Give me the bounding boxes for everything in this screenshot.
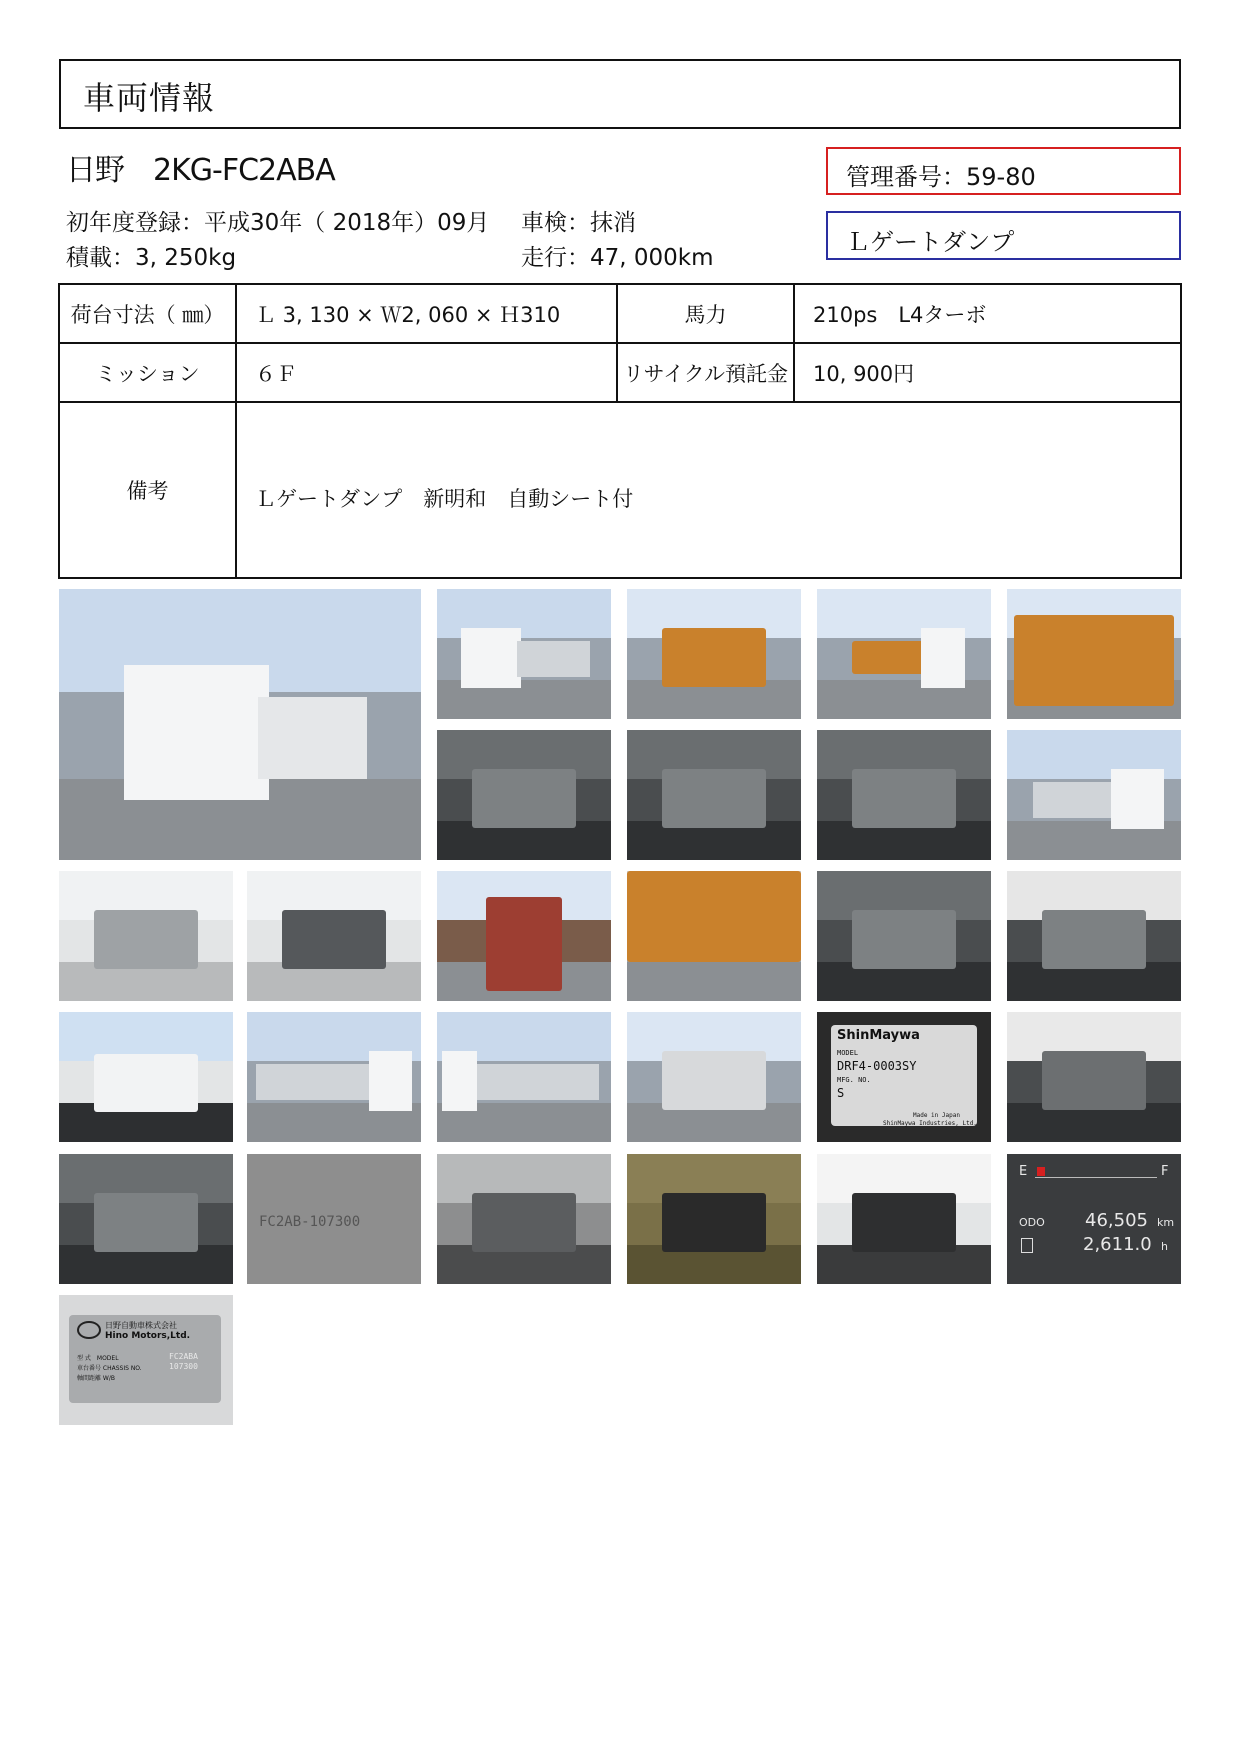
vehicle-photo[interactable] — [437, 589, 611, 719]
spec-table — [58, 283, 1182, 579]
plate-model-label: MODEL — [837, 1049, 859, 1057]
vehicle-photo[interactable] — [247, 1012, 421, 1142]
page-title: 車両情報 — [83, 79, 216, 117]
vehicle-photo[interactable] — [1007, 589, 1181, 719]
bed-size-value: Ｌ 3, 130 × Ｗ2, 060 × Ｈ310 — [236, 284, 617, 343]
body-type: Ｌゲートダンプ — [846, 228, 1015, 256]
vehicle-photo[interactable] — [437, 1154, 611, 1284]
chassis-text: FC2AB-107300 — [259, 1214, 361, 1230]
management-number-box — [826, 147, 1181, 195]
vehicle-photo[interactable] — [627, 730, 801, 860]
plate-company: ShinMaywa Industries, Ltd. — [883, 1120, 977, 1127]
vehicle-photo[interactable] — [247, 871, 421, 1001]
recycle-fee-value: 10, 900円 — [794, 343, 1181, 402]
spec-row — [59, 402, 1181, 578]
spec-row — [59, 284, 1181, 343]
vehicle-photo[interactable] — [59, 1012, 233, 1142]
notes-label: 備考 — [59, 402, 236, 578]
vehicle-photo[interactable] — [817, 871, 991, 1001]
mission-label: ミッション — [59, 343, 236, 402]
odo-value: 46,505 — [1085, 1210, 1148, 1231]
plate-mfg: S — [837, 1086, 845, 1100]
vehicle-photo[interactable] — [437, 1012, 611, 1142]
chassis-number-photo[interactable] — [247, 1154, 421, 1284]
vehicle-photo[interactable] — [1007, 730, 1181, 860]
mission-value: ６Ｆ — [236, 343, 617, 402]
first-registration: 初年度登録：平成30年（ 2018年）09月 — [66, 210, 490, 236]
vehicle-photo[interactable] — [627, 1154, 801, 1284]
odo-label: ODO — [1019, 1216, 1045, 1229]
horsepower-label: 馬力 — [617, 284, 794, 343]
plate-model: DRF4-0003SY — [837, 1059, 917, 1073]
vehicle-photo[interactable] — [817, 589, 991, 719]
hino-plate-row2: 車台番号 CHASSIS NO. — [77, 1365, 142, 1372]
bed-size-label: 荷台寸法（ ㎜） — [59, 284, 236, 343]
page-header — [59, 59, 1181, 129]
hino-plate-val1: FC2ABA — [169, 1352, 198, 1361]
notes-value: Ｌゲートダンプ 新明和 自動シート付 — [236, 402, 1181, 578]
load-capacity: 積載：3, 250kg — [66, 245, 237, 271]
hino-plate-company-jp: 日野自動車株式会社 — [105, 1321, 177, 1330]
vehicle-photo-main[interactable] — [59, 589, 421, 860]
odo-unit: km — [1157, 1216, 1175, 1229]
vehicle-photo[interactable] — [817, 730, 991, 860]
spec-row — [59, 343, 1181, 402]
maker-plate-photo[interactable] — [817, 1012, 991, 1142]
hino-plate-val2: 107300 — [169, 1362, 198, 1371]
vehicle-photo[interactable] — [59, 1154, 233, 1284]
vehicle-photo[interactable] — [437, 871, 611, 1001]
hino-plate-row3: 軸間距離 W/B — [77, 1375, 115, 1382]
hino-plate-photo[interactable] — [59, 1295, 233, 1425]
inspection-status: 車検：抹消 — [521, 210, 636, 236]
recycle-fee-label: リサイクル預託金 — [617, 343, 794, 402]
hino-logo-icon — [77, 1321, 101, 1339]
fuel-full-label: F — [1161, 1164, 1169, 1179]
hourglass-icon — [1021, 1238, 1033, 1253]
plate-made-in: Made in Japan — [913, 1112, 960, 1119]
fuel-gauge — [1035, 1169, 1157, 1178]
horsepower-value: 210ps L4ターボ — [794, 284, 1181, 343]
body-type-box — [826, 211, 1181, 260]
fuel-empty-label: E — [1019, 1164, 1028, 1179]
vehicle-photo[interactable] — [59, 871, 233, 1001]
vehicle-photo[interactable] — [437, 730, 611, 860]
fuel-level — [1037, 1167, 1045, 1176]
vehicle-photo[interactable] — [817, 1154, 991, 1284]
vehicle-photo[interactable] — [1007, 1012, 1181, 1142]
mileage: 走行：47, 000km — [521, 245, 714, 271]
vehicle-photo[interactable] — [627, 871, 801, 1001]
vehicle-photo[interactable] — [1007, 871, 1181, 1001]
plate-mfg-label: MFG. NO. — [837, 1076, 871, 1084]
hino-plate-company-en: Hino Motors,Ltd. — [105, 1331, 191, 1341]
management-number: 管理番号：59-80 — [846, 163, 1036, 191]
vehicle-photo[interactable] — [627, 1012, 801, 1142]
odometer-photo[interactable] — [1007, 1154, 1181, 1284]
hino-plate-row1: 型 式 MODEL — [77, 1355, 119, 1362]
plate-maker: ShinMaywa — [837, 1028, 920, 1043]
vehicle-model: 日野 2KG-FC2ABA — [66, 153, 335, 188]
hour-value: 2,611.0 — [1083, 1234, 1152, 1255]
vehicle-photo[interactable] — [627, 589, 801, 719]
hour-unit: h — [1161, 1240, 1168, 1253]
